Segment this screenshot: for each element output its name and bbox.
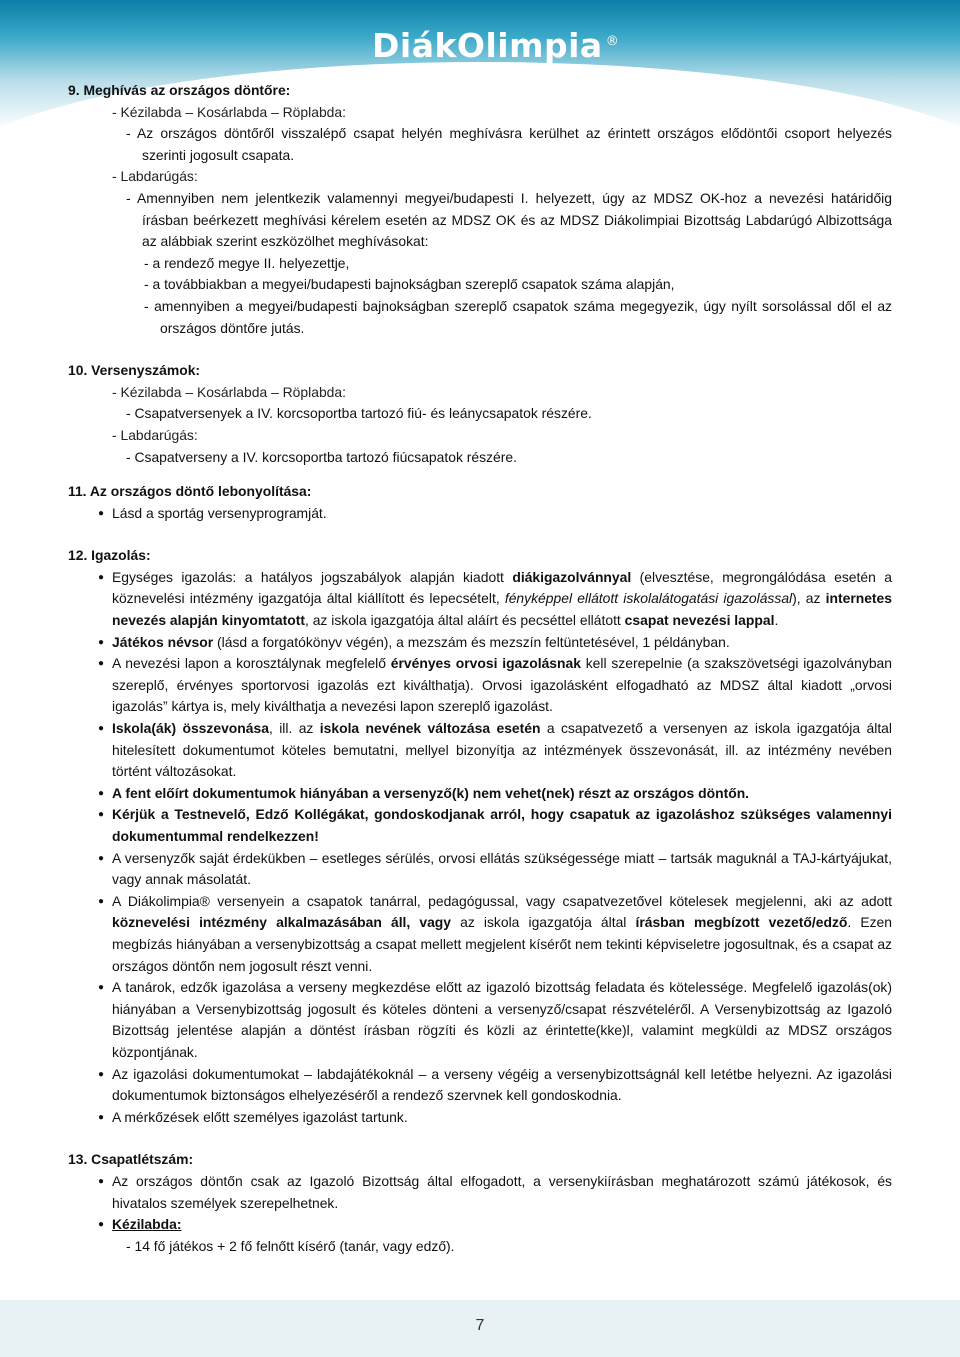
- section-11-bullet: ● Lásd a sportág versenyprogramját.: [68, 503, 892, 525]
- section-9-p1: - Az országos döntőről visszalépő csapat helyén meghívásra kerülhet az érintett országos elődöntői csoport helyezés szerinti jogosult csapata.: [126, 125, 892, 163]
- section-10-sub2: - Labdarúgás:: [112, 426, 198, 443]
- section-13-bullet-2: ● Kézilabda:: [68, 1214, 892, 1236]
- section-9-p2: - Amennyiben nem jelentkezik valamennyi megyei/budapesti I. helyezett, úgy az MDSZ OK-hoz a nevezési határidőig írásban beérkezett meghívási kérelem esetén az MDSZ OK és az MDSZ Diákolimpiai Bizottság Labdarúgó Albizottsága az alábbiak szerint eszközölhet meghívásokat:: [126, 189, 892, 250]
- section-13-p1: - 14 fő játékos + 2 fő felnőtt kísérő (tanár, vagy edző).: [126, 1237, 455, 1254]
- section-12-bullet-6: ● Kérjük a Testnevelő, Edző Kollégákat, gondoskodjanak arról, hogy csapatuk az igazoláshoz szükséges valamennyi dokumentummal rendelkezzen!: [68, 804, 892, 847]
- section-9-title: 9. Meghívás az országos döntőre:: [68, 82, 291, 98]
- section-10-p1: - Csapatversenyek a IV. korcsoportba tartozó fiú- és leánycsapatok részére.: [126, 405, 592, 422]
- document-body: [68, 80, 892, 1257]
- section-12-bullet-1: ● Egységes igazolás: a hatályos jogszabályok alapján kiadott diákigazolvánnyal (elvesztése, megrongálódása esetén a köznevelési intézmény igazgatója által kiállított és lepecsételt, fényképpel ellátott iskolalátogatási igazolással), az internetes nevezés alapján kinyomtatott, az iskola igazgatója által aláírt és pecséttel ellátott csapat nevezési lappal.: [68, 567, 892, 632]
- section-10-sub1: - Kézilabda – Kosárlabda – Röplabda:: [112, 383, 346, 400]
- section-13-bullet-1: ● Az országos döntőn csak az Igazoló Bizottság által elfogadott, a versenykiírásban meghatározott számú játékosok, és hivatalos személyek szerepelhetnek.: [68, 1171, 892, 1214]
- section-12-bullet-3: ● A nevezési lapon a korosztálynak megfelelő érvényes orvosi igazolásnak kell szerepelnie (a szakszövetségi igazolványban szereplő, érvényes sportorvosi igazolás ezt kiválthatja). Orvosi igazolásként elfogadható az MDSZ által kiadott „orvosi igazolás” kártya is, mely kiválthatja a nevezési lapon szereplő igazolást.: [68, 653, 892, 718]
- section-9-item: - a rendező megye II. helyezettje,: [144, 254, 350, 271]
- section-10-title: 10. Versenyszámok:: [68, 362, 201, 379]
- section-12-bullet-9: ● A tanárok, edzők igazolása a verseny megkezdése előtt az igazoló bizottság feladata és kötelessége. Megfelelő igazolás(ok) hiányában a Versenybizottság jogosult és köteles dönteni a versenyző/csapat részvételéről. A Versenybizottság az Igazoló Bizottság jelentése alapján a döntést írásban rögzíti és közli az érintette(kke)l, valamint megküldi az MDSZ országos központjának.: [68, 977, 892, 1063]
- section-12-bullet-10: ● Az igazolási dokumentumokat – labdajátékoknál – a verseny végéig a versenybizottságnál kell letétbe helyezni. Az igazolási dokumentumok biztonságos elhelyezéséről a rendező szervnek kell gondoskodnia.: [68, 1064, 892, 1107]
- section-9-sub2: - Labdarúgás:: [112, 168, 198, 185]
- section-11-title: 11. Az országos döntő lebonyolítása:: [68, 483, 312, 500]
- section-12-bullet-7: ● A versenyzők saját érdekükben – esetleges sérülés, orvosi ellátás szükségessége miatt – tartsák maguknál a TAJ-kártyájukat, vagy annak másolatát.: [68, 848, 892, 891]
- section-12-title: 12. Igazolás:: [68, 547, 151, 564]
- section-12-bullet-5: ● A fent előírt dokumentumok hiányában a versenyző(k) nem vehet(nek) részt az országos döntőn.: [68, 783, 892, 805]
- section-12-bullet-2: ● Játékos névsor (lásd a forgatókönyv végén), a mezszám és mezszín feltüntetésével, 1 példányban.: [68, 632, 892, 654]
- diakolimpia-logo: DiákOlimpia ®: [372, 26, 620, 65]
- section-9-item: - amennyiben a megyei/budapesti bajnokságban szereplő csapatok száma megegyezik, úgy nyílt sorsolással dől el az országos döntőre jutás.: [144, 297, 892, 336]
- section-9-sub1: - Kézilabda – Kosárlabda – Röplabda:: [112, 103, 346, 120]
- section-10-p2: - Csapatverseny a IV. korcsoportba tartozó fiúcsapatok részére.: [126, 448, 517, 465]
- page-number: 7: [475, 1317, 485, 1334]
- section-12-bullet-11: ● A mérkőzések előtt személyes igazolást tartunk.: [68, 1107, 892, 1129]
- section-12-bullet-8: ● A Diákolimpia® versenyein a csapatok tanárral, pedagógussal, vagy csapatvezetővel kötelesek megjelenni, aki az adott köznevelési intézmény alkalmazásában áll, vagy az iskola igazgatója által írásban megbízott vezető/edző. Ezen megbízás hiányában a versenybizottság a csapat mellett megjelent kísérőt nem tekinti képviseletre jogosultnak, és a csapat az országos döntőn nem jogosult részt venni.: [68, 891, 892, 977]
- section-13-title: 13. Csapatlétszám:: [68, 1151, 194, 1168]
- section-12-bullet-4: ● Iskola(ák) összevonása, ill. az iskola nevének változása esetén a csapatvezető a versenyen az iskola igazgatója által hitelesített dokumentumot köteles bemutatni, mellyel bizonyítja az intézmények összevonását, ill. az intézmény nevében történt változásokat.: [68, 718, 892, 783]
- section-9-item: - a továbbiakban a megyei/budapesti bajnokságban szereplő csapatok száma alapján,: [144, 276, 675, 293]
